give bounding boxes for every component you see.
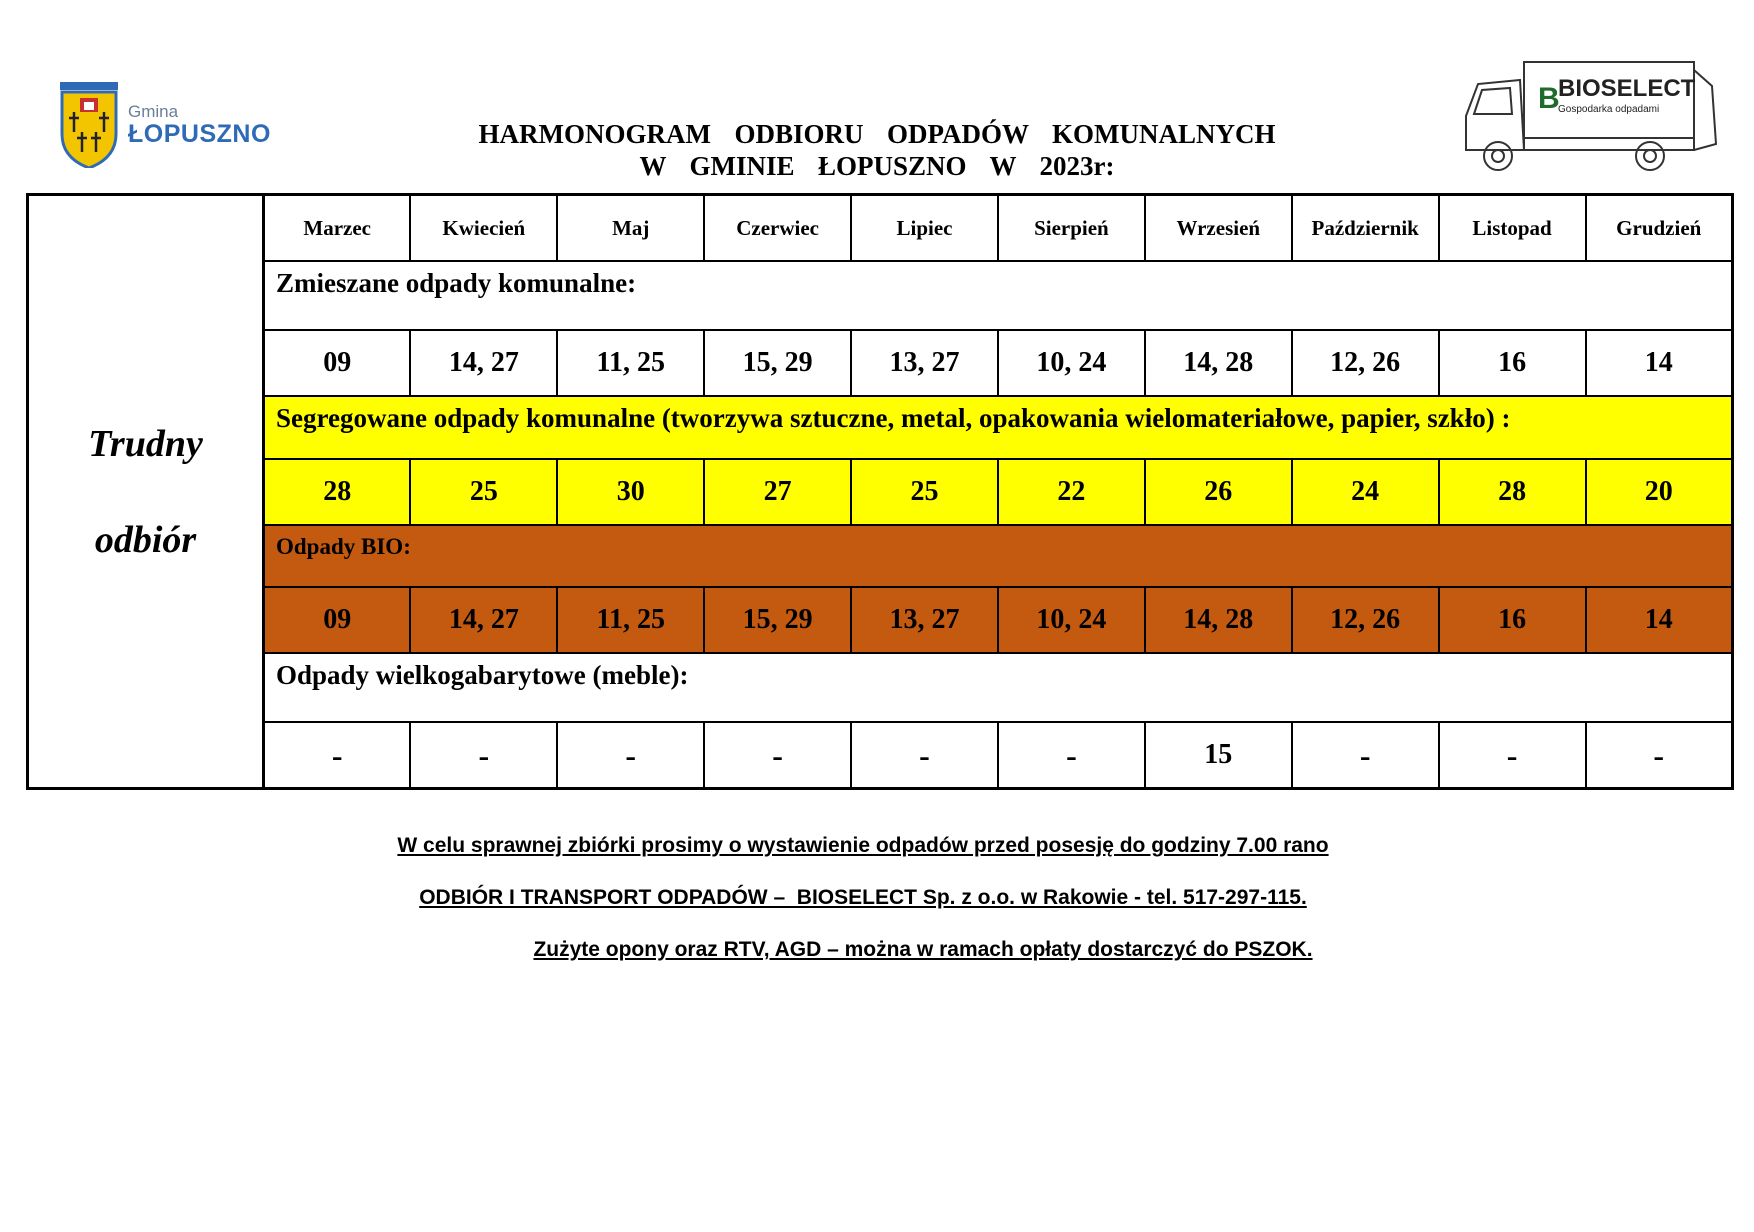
- month-header: Lipiec: [851, 195, 998, 262]
- pickup-date: 27: [704, 459, 851, 525]
- pickup-date: -: [264, 722, 411, 789]
- gmina-name: ŁOPUSZNO: [128, 120, 271, 148]
- month-header: Czerwiec: [704, 195, 851, 262]
- pickup-date: 11, 25: [557, 587, 704, 653]
- pickup-date: 28: [264, 459, 411, 525]
- pickup-date: 14, 28: [1145, 330, 1292, 396]
- pickup-date: -: [704, 722, 851, 789]
- pickup-date: -: [1586, 722, 1733, 789]
- row-label-cell: [28, 195, 264, 789]
- pickup-date: 12, 26: [1292, 330, 1439, 396]
- month-header: Październik: [1292, 195, 1439, 262]
- pickup-date: 25: [851, 459, 998, 525]
- pickup-date: 15, 29: [704, 330, 851, 396]
- pickup-date: 15, 29: [704, 587, 851, 653]
- truck-tagline: Gospodarka odpadami: [1558, 104, 1660, 115]
- month-header: Sierpień: [998, 195, 1145, 262]
- month-header: Wrzesień: [1145, 195, 1292, 262]
- schedule-table: [26, 193, 1734, 790]
- pickup-date: 14: [1586, 587, 1733, 653]
- pickup-date: 25: [410, 459, 557, 525]
- gmina-label: Gmina: [128, 102, 179, 121]
- section-title-mixed: Zmieszane odpady komunalne:: [264, 261, 1733, 330]
- month-header: Kwiecień: [410, 195, 557, 262]
- pickup-date: 10, 24: [998, 330, 1145, 396]
- pickup-date: -: [851, 722, 998, 789]
- month-header: Listopad: [1439, 195, 1586, 262]
- page-title: [0, 118, 1754, 182]
- pickup-date: -: [557, 722, 704, 789]
- pickup-date: 16: [1439, 330, 1586, 396]
- pickup-date: -: [1292, 722, 1439, 789]
- section-title-bulky: Odpady wielkogabarytowe (meble):: [264, 653, 1733, 722]
- pickup-date: 28: [1439, 459, 1586, 525]
- month-header: Grudzień: [1586, 195, 1733, 262]
- pickup-date: 14, 27: [410, 330, 557, 396]
- pickup-date: 10, 24: [998, 587, 1145, 653]
- pickup-date: 12, 26: [1292, 587, 1439, 653]
- pickup-date: 09: [264, 587, 411, 653]
- pickup-date: -: [998, 722, 1145, 789]
- month-header: Maj: [557, 195, 704, 262]
- pickup-date: 11, 25: [557, 330, 704, 396]
- pickup-date: -: [1439, 722, 1586, 789]
- pickup-date: 16: [1439, 587, 1586, 653]
- pickup-date: 15: [1145, 722, 1292, 789]
- pickup-date: 14: [1586, 330, 1733, 396]
- truck-brand: BIOSELECT: [1558, 75, 1696, 102]
- pickup-date: 30: [557, 459, 704, 525]
- truck-brand-letter: B: [1538, 82, 1560, 115]
- pickup-date: 09: [264, 330, 411, 396]
- pickup-date: 26: [1145, 459, 1292, 525]
- section-title-bio: Odpady BIO:: [264, 525, 1733, 587]
- pickup-date: 14, 27: [410, 587, 557, 653]
- pickup-date: 14, 28: [1145, 587, 1292, 653]
- pickup-date: 13, 27: [851, 587, 998, 653]
- title-line-2: W GMINIE ŁOPUSZNO W 2023r:: [639, 151, 1115, 181]
- pickup-date: 22: [998, 459, 1145, 525]
- pickup-date: 24: [1292, 459, 1439, 525]
- label-line-1: Trudny: [88, 422, 203, 465]
- month-header: Marzec: [264, 195, 411, 262]
- label-line-2: odbiór: [94, 518, 197, 561]
- note-pszok: Zużyte opony oraz RTV, AGD – można w ramach opłaty dostarczyć do PSZOK.: [533, 938, 1313, 961]
- pickup-date: 20: [1586, 459, 1733, 525]
- pickup-date: -: [410, 722, 557, 789]
- title-line-1: HARMONOGRAM ODBIORU ODPADÓW KOMUNALNYCH: [478, 119, 1276, 149]
- pickup-date: 13, 27: [851, 330, 998, 396]
- section-title-segregated: Segregowane odpady komunalne (tworzywa sztuczne, metal, opakowania wielomateriałowe, papier, szkło) :: [264, 396, 1733, 459]
- note-operator: ODBIÓR I TRANSPORT ODPADÓW – BIOSELECT Sp. z o.o. w Rakowie - tel. 517-297-115.: [419, 886, 1307, 909]
- note-collection-time: W celu sprawnej zbiórki prosimy o wystawienie odpadów przed posesję do godziny 7.00 rano: [397, 834, 1329, 857]
